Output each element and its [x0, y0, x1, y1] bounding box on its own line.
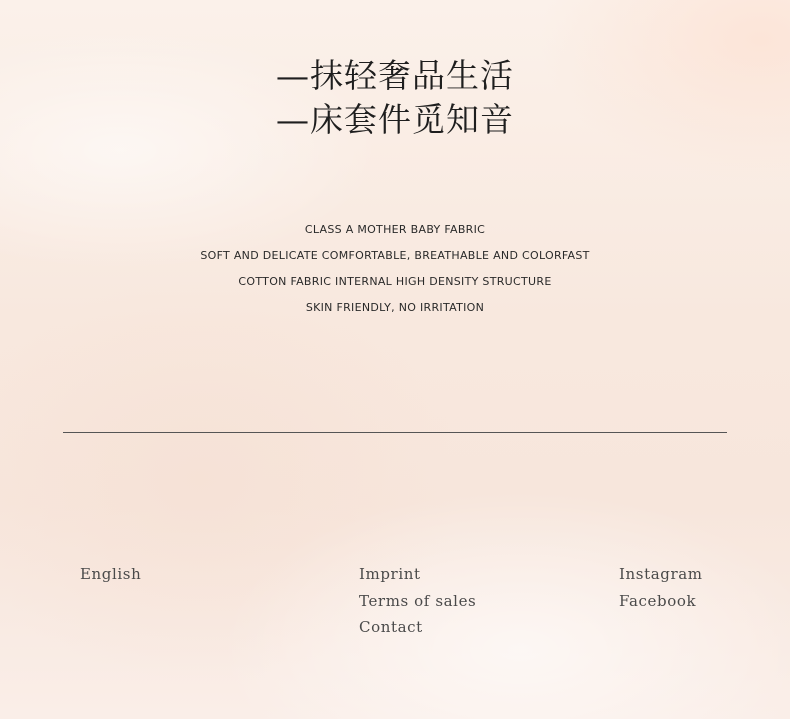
- headline: [0, 54, 790, 142]
- terms-of-sales-link[interactable]: Terms of sales: [359, 591, 477, 610]
- section-divider: [63, 432, 727, 433]
- imprint-link[interactable]: Imprint: [359, 565, 421, 583]
- headline-line-2: —床套件觅知音: [276, 100, 514, 139]
- feature-item: SKIN FRIENDLY, NO IRRITATION: [305, 301, 485, 314]
- footer-legal-column: [359, 564, 476, 644]
- feature-list: [0, 222, 790, 326]
- footer-social-column: [619, 564, 703, 617]
- footer-language-column: [80, 564, 141, 591]
- feature-item: CLASS A MOTHER BABY FABRIC: [304, 223, 486, 236]
- instagram-link[interactable]: Instagram: [619, 565, 703, 583]
- headline-line-1: —抹轻奢品生活: [276, 56, 514, 95]
- feature-item: COTTON FABRIC INTERNAL HIGH DENSITY STRUCTURE: [238, 275, 552, 288]
- facebook-link[interactable]: Facebook: [619, 591, 697, 610]
- feature-item: SOFT AND DELICATE COMFORTABLE, BREATHABLE AND COLORFAST: [200, 249, 590, 262]
- contact-link[interactable]: Contact: [359, 618, 423, 636]
- language-selector-link[interactable]: English: [80, 565, 142, 583]
